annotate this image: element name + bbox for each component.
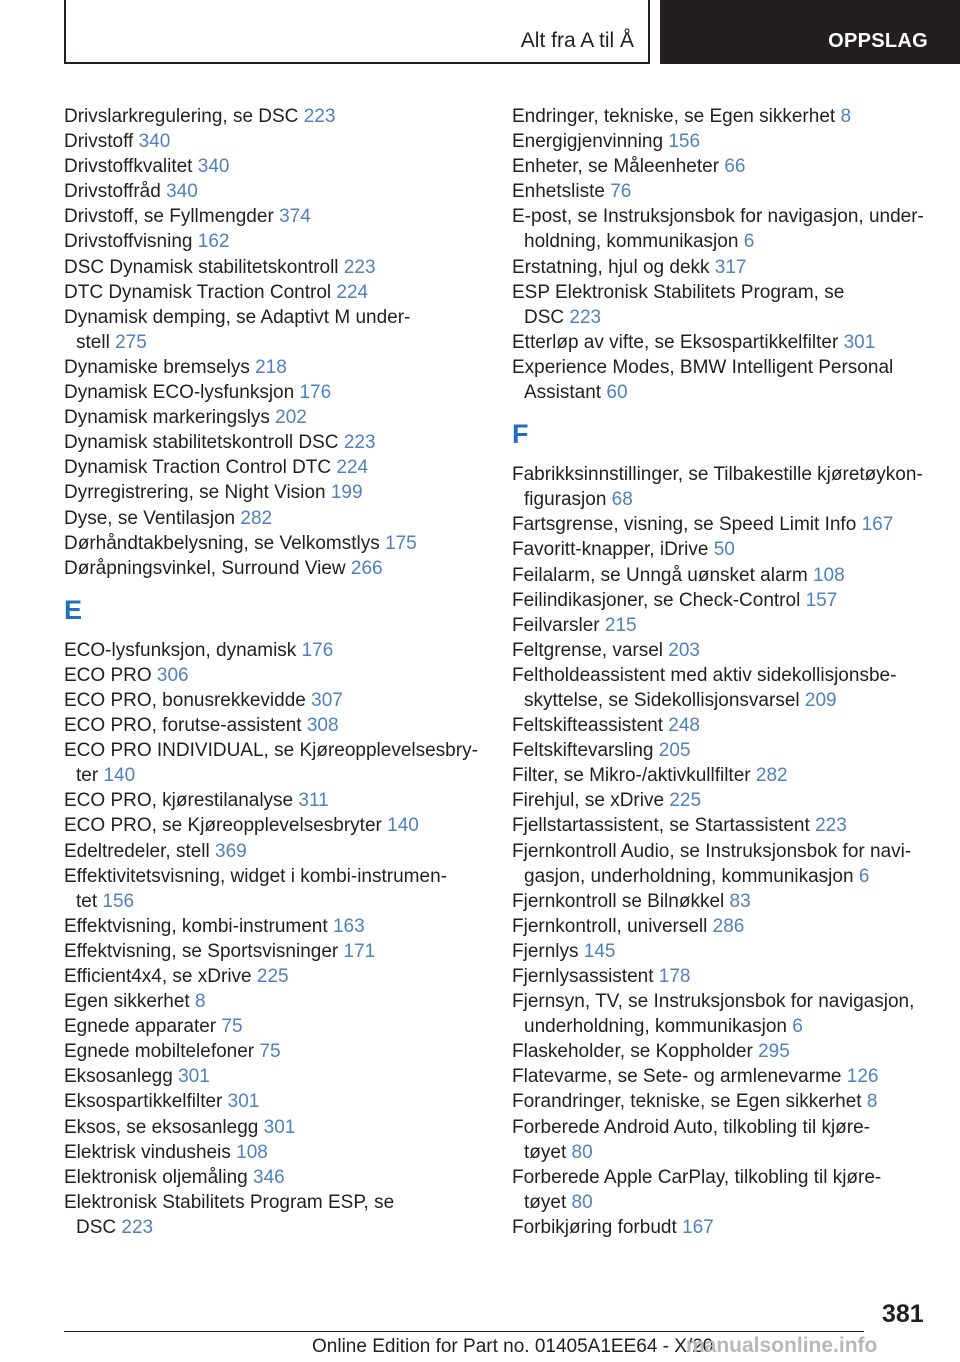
index-entry-continuation: Assistant <box>524 382 607 404</box>
index-entry <box>64 864 504 914</box>
index-entry-text: ECO PRO, forutse-assistent <box>64 715 307 737</box>
header-title-box <box>64 0 650 64</box>
index-entry <box>64 204 504 229</box>
page-reference-link[interactable]: 346 <box>253 1166 285 1188</box>
index-entry-text: ESP Elektronisk Stabilitets Program, se <box>512 281 845 303</box>
page-reference-link[interactable]: 108 <box>812 564 845 586</box>
page-reference-link[interactable]: 340 <box>197 156 230 178</box>
index-entry-text: Eksosanlegg <box>64 1066 179 1088</box>
index-entry-text: E-post, se Instruksjonsbok for navigasjon, under- <box>512 206 924 228</box>
index-entry <box>64 280 504 305</box>
page-reference-link[interactable]: 311 <box>298 790 329 812</box>
index-entry <box>64 531 504 556</box>
index-entry <box>64 455 504 480</box>
index-entry-text: Dørhåndtakbelysning, se Velkomstlys <box>64 532 386 554</box>
index-entry-text: Drivstoff <box>64 131 139 153</box>
index-entry <box>512 839 952 889</box>
index-entry-text: Eksospartikkelfilter <box>64 1091 228 1113</box>
index-entry <box>512 563 952 588</box>
page-reference-link[interactable]: 306 <box>156 664 189 686</box>
header-title: Alt fra A til Å <box>520 29 634 52</box>
index-entry <box>512 330 952 355</box>
page-reference-link[interactable]: 295 <box>758 1041 790 1063</box>
index-entry-text: Erstatning, hjul og dekk <box>512 256 715 278</box>
page-reference-link[interactable]: 60 <box>606 382 628 404</box>
index-entry-text: Flatevarme, se Sete- og armlenevarme <box>512 1066 847 1088</box>
page-reference-link[interactable]: 203 <box>668 639 700 661</box>
page-reference-link[interactable]: 8 <box>866 1091 878 1113</box>
page-reference-link[interactable]: 275 <box>115 331 147 353</box>
index-entry-text: ECO PRO INDIVIDUAL, se Kjøreopplevelsesbry- <box>64 740 478 762</box>
index-entry <box>512 964 952 989</box>
page-reference-link[interactable]: 224 <box>336 281 369 303</box>
index-entry <box>512 355 952 405</box>
index-entry <box>512 914 952 939</box>
page-reference-link[interactable]: 178 <box>658 966 691 987</box>
index-entry-text: Forbikjøring forbudt <box>512 1216 683 1238</box>
page-reference-link[interactable]: 223 <box>343 256 376 278</box>
index-entry-text: Enheter, se Måleenheter <box>512 156 725 178</box>
page-reference-link[interactable]: 176 <box>299 382 332 404</box>
index-entry-continuation: DSC <box>76 1216 122 1238</box>
index-entry-text: Fjernlysassistent <box>512 966 659 987</box>
index-entry <box>512 763 952 788</box>
page-reference-link[interactable]: 301 <box>843 331 876 353</box>
page-reference-link[interactable]: 76 <box>610 181 632 203</box>
header-section-tab <box>660 0 960 64</box>
index-entry-text: Feltskifteassistent <box>512 715 669 737</box>
index-entry <box>64 556 504 581</box>
index-entry <box>512 462 952 512</box>
index-entry <box>64 1115 504 1140</box>
page-reference-link[interactable]: 225 <box>256 966 289 987</box>
index-entry-text: Dyse, se Ventilasjon <box>64 507 241 529</box>
page-reference-link[interactable]: 205 <box>658 740 691 762</box>
index-entry-text: Experience Modes, BMW Intelligent Personal <box>512 356 894 378</box>
index-entry-text: Dynamiske bremselys <box>64 356 256 378</box>
page-reference-link[interactable]: 340 <box>166 181 198 203</box>
index-entry-text: Efficient4x4, se xDrive <box>64 966 257 987</box>
page-reference-link[interactable]: 301 <box>178 1066 210 1088</box>
index-entry-text: Fabrikksinnstillinger, se Tilbakestille kjøretøykon- <box>512 464 923 486</box>
page-reference-link[interactable]: 223 <box>343 432 376 454</box>
page-reference-link[interactable]: 126 <box>846 1066 879 1088</box>
index-entry <box>64 713 504 738</box>
index-entry-continuation: figurasjon <box>524 489 612 511</box>
index-entry-continuation: tøyet <box>524 1191 572 1213</box>
page-reference-link[interactable]: 223 <box>121 1216 154 1238</box>
index-entry <box>64 989 504 1014</box>
index-entry <box>512 989 952 1039</box>
index-entry-text: Feltholdeassistent med aktiv sidekollisjonsbe- <box>512 664 897 686</box>
page-reference-link[interactable]: 8 <box>840 106 852 127</box>
index-entry-continuation: holdning, kommunikasjon <box>524 231 744 253</box>
page-reference-link[interactable]: 286 <box>712 915 745 937</box>
index-entry-continuation: underholdning, kommunikasjon <box>524 1016 793 1038</box>
index-entry <box>64 813 504 838</box>
index-entry <box>64 229 504 254</box>
page-reference-link[interactable]: 225 <box>669 790 702 812</box>
page-reference-link[interactable]: 75 <box>221 1016 243 1038</box>
index-entry-text: Etterløp av vifte, se Eksospartikkelfilter <box>512 331 844 353</box>
index-entry <box>64 939 504 964</box>
index-entry-text: Forberede Android Auto, tilkobling til kjøre- <box>512 1116 871 1138</box>
index-entry-text: Favoritt-knapper, iDrive <box>512 539 714 561</box>
index-entry-text: Filter, se Mikro-/aktivkullfilter <box>512 765 756 787</box>
section-letter: E <box>64 594 83 625</box>
index-entry <box>64 1165 504 1190</box>
index-column-left <box>64 104 504 1240</box>
page-reference-link[interactable]: 307 <box>311 689 343 711</box>
index-entry <box>512 104 952 129</box>
index-entry-text: Drivstoffråd <box>64 181 167 203</box>
index-entry-text: ECO PRO, kjørestilanalyse <box>64 790 299 812</box>
index-entry <box>512 738 952 763</box>
footer-edition-text: Online Edition for Part no. 01405A1EE64 - X/20 <box>312 1336 714 1357</box>
index-entry-text: Feltgrense, varsel <box>512 639 669 661</box>
index-entry-text: Effektvisning, se Sportsvisninger <box>64 940 344 962</box>
index-entry <box>512 613 952 638</box>
index-entry <box>64 839 504 864</box>
index-entry <box>64 688 504 713</box>
page-reference-link[interactable]: 202 <box>275 407 307 429</box>
index-entry <box>512 129 952 154</box>
index-entry <box>512 179 952 204</box>
index-entry-continuation: tøyet <box>524 1141 572 1163</box>
index-entry-continuation: tet <box>76 890 103 912</box>
page-reference-link[interactable]: 80 <box>571 1141 593 1163</box>
index-entry-text: Edeltredeler, stell <box>64 840 216 862</box>
page-reference-link[interactable]: 6 <box>792 1016 803 1038</box>
index-entry <box>512 663 952 713</box>
page-reference-link[interactable]: 50 <box>713 539 735 561</box>
page-reference-link[interactable]: 80 <box>571 1191 593 1213</box>
index-entry-text: Elektronisk Stabilitets Program ESP, se <box>64 1191 395 1213</box>
page-reference-link[interactable]: 156 <box>668 131 701 153</box>
page-reference-link[interactable]: 223 <box>815 815 847 837</box>
index-entry <box>64 1089 504 1114</box>
index-entry-text: Dynamisk stabilitetskontroll DSC <box>64 432 344 454</box>
index-entry <box>64 430 504 455</box>
index-entry <box>64 1140 504 1165</box>
index-entry-text: Fjernkontroll, universell <box>512 915 713 937</box>
page-reference-link[interactable]: 301 <box>263 1116 296 1138</box>
index-entry-text: Dynamisk demping, se Adaptivt M under- <box>64 306 411 328</box>
index-entry-text: Feilvarsler <box>512 614 605 636</box>
page-reference-link[interactable]: 108 <box>236 1141 268 1163</box>
page-reference-link[interactable]: 156 <box>102 890 135 912</box>
page-reference-link[interactable]: 66 <box>724 156 746 178</box>
index-entry-text: Forberede Apple CarPlay, tilkobling til kjøre- <box>512 1166 882 1188</box>
index-entry-text: Fjernsyn, TV, se Instruksjonsbok for navigasjon, <box>512 991 915 1013</box>
index-entry <box>64 663 504 688</box>
index-entry <box>512 1165 952 1215</box>
index-entry <box>512 537 952 562</box>
page-reference-link[interactable]: 308 <box>306 715 339 737</box>
index-entry-text: Fjernkontroll Audio, se Instruksjonsbok for navi- <box>512 840 912 862</box>
index-entry <box>64 154 504 179</box>
index-entry-text: Feltskiftevarsling <box>512 740 659 762</box>
page-reference-link[interactable]: 8 <box>194 991 206 1013</box>
index-entry <box>512 280 952 330</box>
index-entry-text: Egnede apparater <box>64 1016 222 1038</box>
page-reference-link[interactable]: 167 <box>861 514 894 536</box>
index-entry-text: Enhetsliste <box>512 181 611 203</box>
index-entry-text: Forandringer, tekniske, se Egen sikkerhet <box>512 1091 867 1113</box>
page-reference-link[interactable]: 176 <box>301 639 334 661</box>
index-entry-text: Drivstoffvisning <box>64 231 198 253</box>
page-reference-link[interactable]: 167 <box>682 1216 714 1238</box>
page-reference-link[interactable]: 175 <box>385 532 417 554</box>
index-entry-text: Flaskeholder, se Koppholder <box>512 1041 759 1063</box>
index-entry-text: Egen sikkerhet <box>64 991 195 1013</box>
index-entry-continuation: DSC <box>524 306 570 328</box>
page-reference-link[interactable]: 140 <box>387 815 419 837</box>
index-entry <box>512 154 952 179</box>
index-column-right <box>512 104 952 1240</box>
page-reference-link[interactable]: 199 <box>330 482 363 504</box>
header-tab-label: OPPSLAG <box>828 30 928 52</box>
index-entry <box>64 405 504 430</box>
index-entry-text: Drivstoff, se Fyllmengder <box>64 206 280 228</box>
page-number: 381 <box>882 1300 924 1328</box>
index-entry <box>64 1014 504 1039</box>
index-entry <box>512 713 952 738</box>
page-reference-link[interactable]: 162 <box>197 231 230 253</box>
index-entry-text: ECO PRO <box>64 664 157 686</box>
index-entry-continuation: ter <box>76 765 104 787</box>
page-reference-link[interactable]: 282 <box>755 765 788 787</box>
index-entry <box>64 738 504 788</box>
index-entry-text: Feilindikasjoner, se Check-Control <box>512 589 806 611</box>
index-entry <box>64 129 504 154</box>
index-entry <box>512 1089 952 1114</box>
page-reference-link[interactable]: 374 <box>279 206 311 228</box>
index-entry <box>512 1039 952 1064</box>
index-entry-text: Egnede mobiltelefoner <box>64 1041 260 1063</box>
index-entry <box>64 964 504 989</box>
page-reference-link[interactable]: 282 <box>240 507 273 529</box>
index-entry <box>512 889 952 914</box>
index-entry-text: DTC Dynamisk Traction Control <box>64 281 337 303</box>
index-entry-continuation: stell <box>76 331 116 353</box>
index-entry-text: Drivstoffkvalitet <box>64 156 198 178</box>
page-reference-link[interactable]: 6 <box>858 865 870 887</box>
page-reference-link[interactable]: 215 <box>604 614 637 636</box>
page-reference-link[interactable]: 163 <box>332 915 365 937</box>
page-reference-link[interactable]: 83 <box>729 890 751 912</box>
index-entry-text: Dynamisk Traction Control DTC <box>64 457 337 479</box>
page-reference-link[interactable]: 266 <box>350 557 383 579</box>
index-entry-text: Fjernkontroll se Bilnøkkel <box>512 890 730 912</box>
page-reference-link[interactable]: 223 <box>569 306 602 328</box>
index-entry <box>512 638 952 663</box>
index-entry <box>64 788 504 813</box>
page-reference-link[interactable]: 6 <box>743 231 755 253</box>
index-entry <box>64 255 504 280</box>
index-entry <box>512 813 952 838</box>
page-reference-link[interactable]: 223 <box>303 106 336 127</box>
page-reference-link[interactable]: 301 <box>227 1091 260 1113</box>
index-entry <box>64 480 504 505</box>
index-entry <box>512 1115 952 1165</box>
index-entry <box>512 255 952 280</box>
index-entry <box>512 588 952 613</box>
index-entry <box>512 204 952 254</box>
index-entry-text: Firehjul, se xDrive <box>512 790 670 812</box>
index-entry-text: DSC Dynamisk stabilitetskontroll <box>64 256 344 278</box>
page-reference-link[interactable]: 68 <box>611 489 633 511</box>
index-entry-text: Endringer, tekniske, se Egen sikkerhet <box>512 106 841 127</box>
index-entry-text: ECO PRO, bonusrekkevidde <box>64 689 312 711</box>
page-reference-link[interactable]: 340 <box>138 131 171 153</box>
page-reference-link[interactable]: 75 <box>259 1041 281 1063</box>
page-reference-link[interactable]: 140 <box>103 765 136 787</box>
page-reference-link[interactable]: 145 <box>583 940 616 962</box>
index-entry-text: Eksos, se eksosanlegg <box>64 1116 264 1138</box>
index-entry <box>512 788 952 813</box>
page-reference-link[interactable]: 317 <box>714 256 747 278</box>
index-entry-text: Feilalarm, se Unngå uønsket alarm <box>512 564 813 586</box>
index-entry <box>64 104 504 129</box>
footer-watermark: manualsonline.info <box>686 1334 878 1357</box>
index-entry-text: ECO PRO, se Kjøreopplevelsesbryter <box>64 815 388 837</box>
index-entry-text: Fjellstartassistent, se Startassistent <box>512 815 816 837</box>
index-entry-text: Elektrisk vindusheis <box>64 1141 237 1163</box>
page-reference-link[interactable]: 157 <box>805 589 838 611</box>
index-entry <box>64 1039 504 1064</box>
index-entry-text: Elektronisk oljemåling <box>64 1166 254 1188</box>
index-entry <box>512 1215 952 1240</box>
page-reference-link[interactable]: 171 <box>343 940 376 962</box>
index-entry <box>64 506 504 531</box>
page-reference-link[interactable]: 209 <box>804 689 837 711</box>
index-entry <box>64 355 504 380</box>
index-entry <box>64 1190 504 1240</box>
index-entry-text: Dynamisk markeringslys <box>64 407 276 429</box>
index-entry <box>64 638 504 663</box>
index-entry-text: ECO-lysfunksjon, dynamisk <box>64 639 302 661</box>
index-entry-text: Døråpningsvinkel, Surround View <box>64 557 351 579</box>
index-entry-text: Drivslarkregulering, se DSC <box>64 106 304 127</box>
index-entry <box>64 1064 504 1089</box>
footer-divider <box>64 1331 864 1332</box>
index-entry-continuation: gasjon, underholdning, kommunikasjon <box>524 865 859 887</box>
page-reference-link[interactable]: 369 <box>215 840 247 862</box>
index-entry <box>64 380 504 405</box>
index-entry-text: Fjernlys <box>512 940 584 962</box>
index-entry-text: Dynamisk ECO-lysfunksjon <box>64 382 300 404</box>
section-letter: F <box>512 419 529 450</box>
index-entry-text: Effektivitetsvisning, widget i kombi-instrumen- <box>64 865 447 887</box>
page-reference-link[interactable]: 218 <box>255 356 287 378</box>
index-entry <box>64 179 504 204</box>
index-entry <box>512 512 952 537</box>
index-entry <box>64 305 504 355</box>
index-entry <box>64 914 504 939</box>
page-reference-link[interactable]: 248 <box>668 715 700 737</box>
index-entry-text: Effektvisning, kombi-instrument <box>64 915 333 937</box>
index-entry <box>512 939 952 964</box>
index-entry-text: Fartsgrense, visning, se Speed Limit Info <box>512 514 862 536</box>
index-entry-text: Energigjenvinning <box>512 131 669 153</box>
index-entry-continuation: skyttelse, se Sidekollisjonsvarsel <box>524 689 805 711</box>
index-entry-text: Dyrregistrering, se Night Vision <box>64 482 331 504</box>
page-reference-link[interactable]: 224 <box>336 457 369 479</box>
index-entry <box>512 1064 952 1089</box>
